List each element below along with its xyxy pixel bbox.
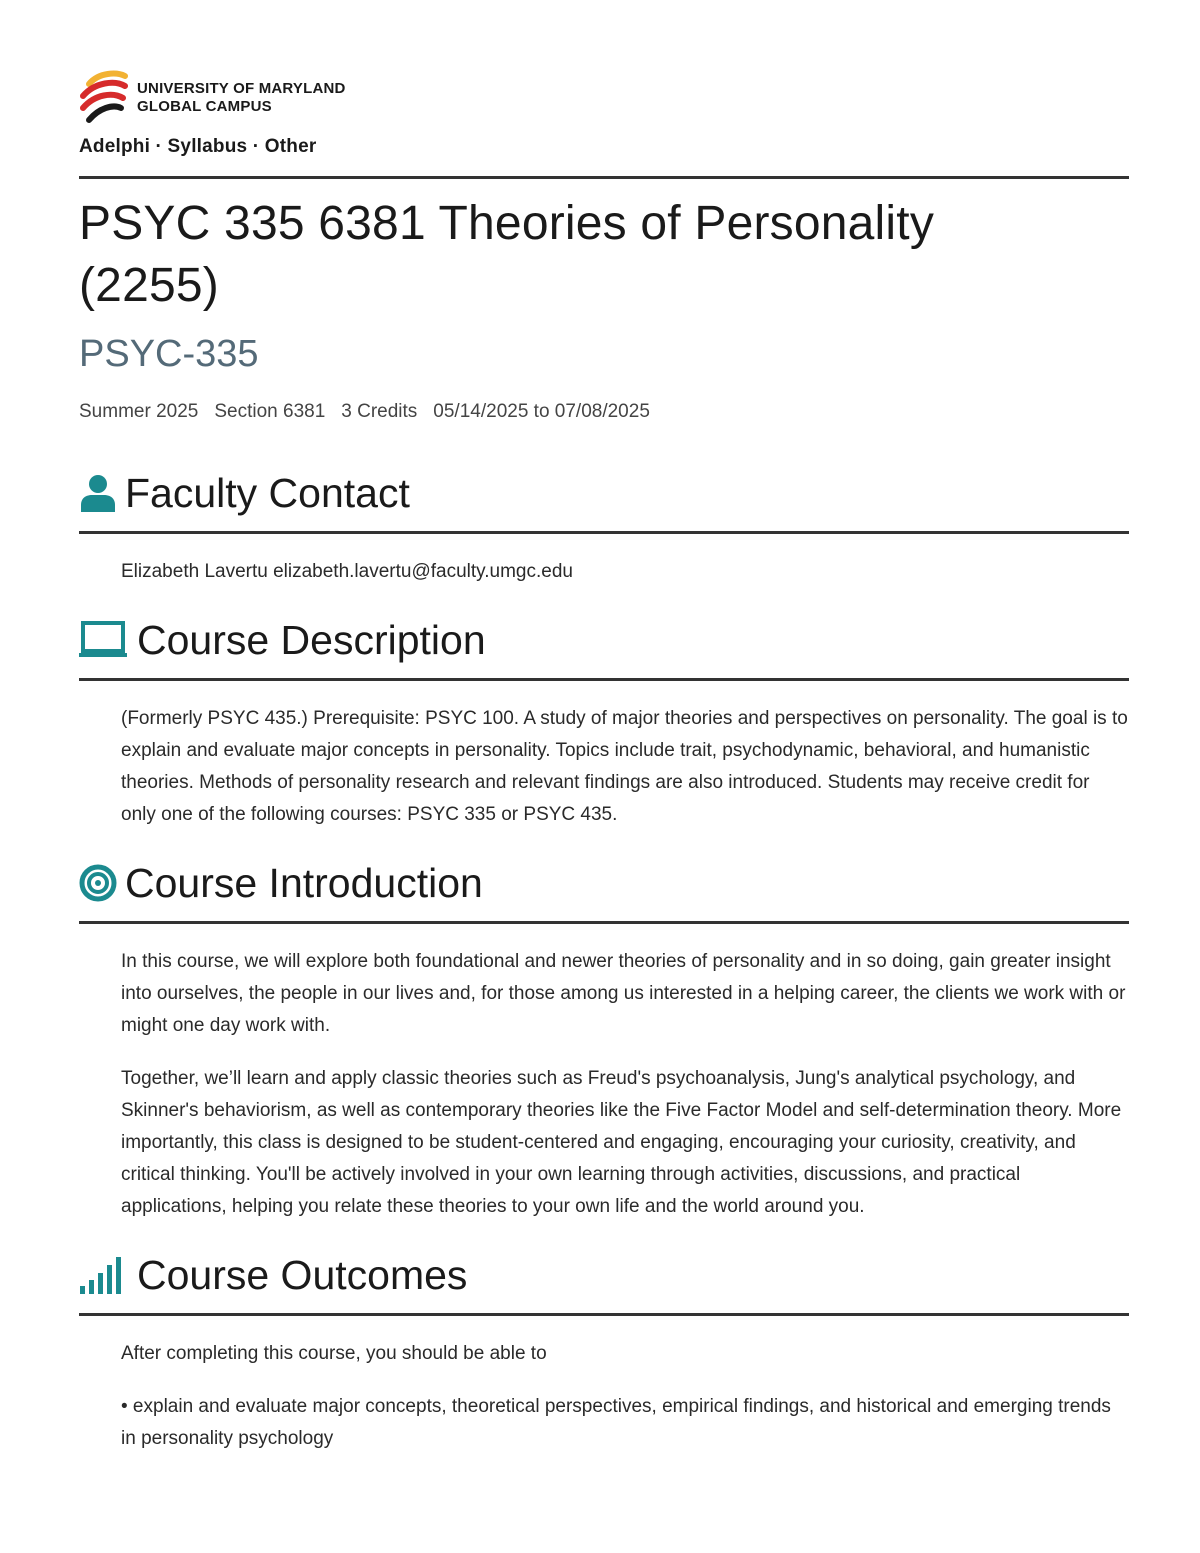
title-line-1: PSYC 335 6381 Theories of Personality xyxy=(79,197,935,250)
logo-line-1: UNIVERSITY OF MARYLAND xyxy=(137,80,346,97)
section-label: Section 6381 xyxy=(214,401,326,422)
signal-bars-icon xyxy=(79,1255,127,1295)
section-body xyxy=(79,681,1129,831)
section-course-outcomes xyxy=(79,1247,1129,1455)
credits-label: 3 Credits xyxy=(341,401,418,422)
section-faculty-contact xyxy=(79,465,1129,588)
section-course-description xyxy=(79,612,1129,831)
section-title: Course Introduction xyxy=(125,860,483,906)
intro-paragraph-2: Together, we’ll learn and apply classic theories such as Freud's psychoanalysis, Jung's analytical psychology, and Skinner's behaviorism, as well as contemporary theories like the Five Factor Model and self-determination theory. More importantly, this class is designed to be student-centered and engaging, encouraging your curiosity, creativity, and critical thinking. You'll be actively involved in your own learning through activities, discussions, and practical applications, helping you relate these theories to your own life and the world around you. xyxy=(121,1068,1122,1217)
title-line-2: (2255) xyxy=(79,259,219,312)
umgc-logo-icon xyxy=(79,70,131,126)
breadcrumb: Adelphi · Syllabus · Other xyxy=(79,136,317,157)
outcome-item: • explain and evaluate major concepts, theoretical perspectives, empirical findings, and historical and emerging trends in personality psychology xyxy=(121,1396,1111,1449)
section-body xyxy=(79,924,1129,1223)
page-title xyxy=(79,193,1129,317)
section-title: Faculty Contact xyxy=(125,470,410,516)
section-title: Course Outcomes xyxy=(137,1252,468,1298)
section-title: Course Description xyxy=(137,617,486,663)
university-logo xyxy=(79,70,1129,126)
course-meta xyxy=(79,399,1129,425)
laptop-icon xyxy=(79,620,127,660)
syllabus-page xyxy=(79,70,1129,1455)
section-header xyxy=(79,1247,1129,1303)
logo-line-2: GLOBAL CAMPUS xyxy=(137,98,272,115)
course-description-text: (Formerly PSYC 435.) Prerequisite: PSYC 100. A study of major theories and perspectives on personality. The goal is to explain and evaluate major concepts in personality. Topics include trait, psychodynamic, behavioral, and humanistic theories. Methods of personality research and relevant findings are also introduced. Students may receive credit for only one of the following courses: PSYC 335 or PSYC 435. xyxy=(121,708,1128,825)
section-body xyxy=(79,1316,1129,1455)
section-header xyxy=(79,855,1129,911)
section-body xyxy=(79,534,1129,588)
user-icon xyxy=(79,473,117,513)
section-header xyxy=(79,612,1129,668)
dates-label: 05/14/2025 to 07/08/2025 xyxy=(433,401,650,422)
header-divider xyxy=(79,176,1129,179)
target-icon xyxy=(79,863,117,903)
outcomes-intro: After completing this course, you should be able to xyxy=(121,1343,547,1364)
intro-paragraph-1: In this course, we will explore both foundational and newer theories of personality and in so doing, gain greater insight into ourselves, the people in our lives and, for those among us interested in a helping career, the clients we work with or might one day work with. xyxy=(121,951,1126,1036)
section-header xyxy=(79,465,1129,521)
section-course-introduction xyxy=(79,855,1129,1223)
logo-wordmark xyxy=(137,80,346,116)
faculty-contact-text: Elizabeth Lavertu elizabeth.lavertu@faculty.umgc.edu xyxy=(121,561,573,582)
term-label: Summer 2025 xyxy=(79,401,199,422)
course-code: PSYC-335 xyxy=(79,333,259,375)
